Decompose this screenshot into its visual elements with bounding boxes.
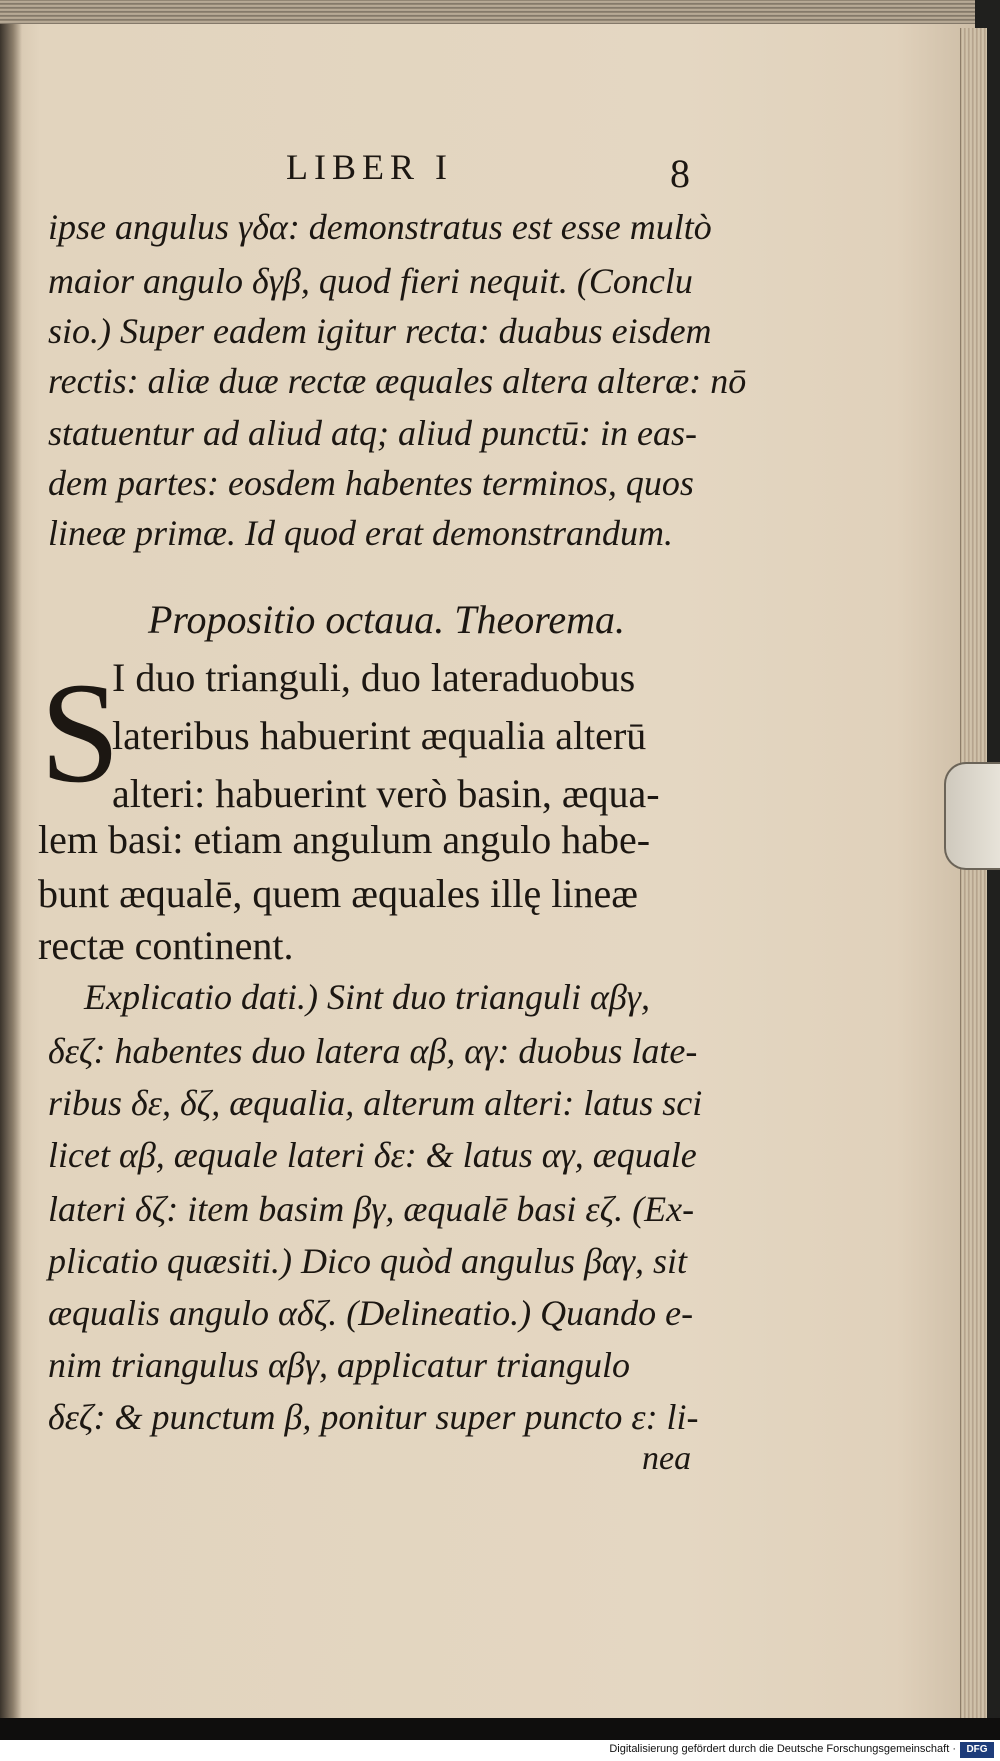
theorem-line: I duo trianguli, duo lateraduobus bbox=[112, 655, 636, 700]
running-header: LIBER I bbox=[286, 147, 453, 187]
text-line: ipse angulus γδα: demonstratus est esse multò bbox=[48, 207, 712, 247]
page-number: 8 bbox=[670, 151, 690, 196]
text-line: ribus δε, δζ, æqualia, alterum alteri: latus sci bbox=[48, 1083, 703, 1123]
text-line: lateri δζ: item basim βγ, æqualē basi εζ. (Ex- bbox=[48, 1189, 695, 1229]
bottom-shadow bbox=[0, 1718, 1000, 1740]
digitization-credit: Digitalisierung gefördert durch die Deutsche Forschungsgemeinschaft · bbox=[609, 1743, 956, 1755]
proposition-heading: Propositio octaua. Theorema. bbox=[148, 597, 626, 642]
text-line: rectis: aliæ duæ rectæ æquales altera alteræ: nō bbox=[48, 361, 747, 401]
text-line: Explicatio dati.) Sint duo trianguli αβγ, bbox=[84, 977, 650, 1017]
text-line: plicatio quæsiti.) Dico quòd angulus βαγ, sit bbox=[48, 1241, 688, 1281]
text-line: æqualis angulo αδζ. (Delineatio.) Quando e- bbox=[48, 1293, 694, 1333]
text-line: nim triangulus αβγ, applicatur triangulo bbox=[48, 1345, 631, 1385]
text-line: dem partes: eosdem habentes terminos, quos bbox=[48, 463, 694, 503]
theorem-line: lem basi: etiam angulum angulo habe- bbox=[38, 817, 651, 862]
theorem-line: rectæ continent. bbox=[38, 923, 294, 968]
theorem-line: alteri: habuerint verò basin, æqua- bbox=[112, 771, 660, 816]
text-line: δεζ: habentes duo latera αβ, αγ: duobus late- bbox=[48, 1031, 698, 1071]
text-line: maior angulo δγβ, quod fieri nequit. (Conclu bbox=[48, 261, 693, 301]
dfg-logo: DFG bbox=[960, 1742, 994, 1758]
text-line: licet αβ, æquale lateri δε: & latus αγ, æquale bbox=[48, 1135, 697, 1175]
text-line: statuentur ad aliud atq; aliud punctū: in eas- bbox=[48, 413, 697, 453]
drop-cap: S bbox=[40, 654, 121, 813]
text-line: δεζ: & punctum β, ponitur super puncto ε: li- bbox=[48, 1397, 699, 1437]
text-line: lineæ primæ. Id quod erat demonstrandum. bbox=[48, 513, 673, 553]
text-line: sio.) Super eadem igitur recta: duabus eisdem bbox=[48, 311, 712, 351]
theorem-line: bunt æqualē, quem æquales illę lineæ bbox=[38, 871, 638, 916]
catchword: nea bbox=[642, 1440, 692, 1477]
theorem-line: lateribus habuerint æqualia alterū bbox=[112, 713, 647, 758]
